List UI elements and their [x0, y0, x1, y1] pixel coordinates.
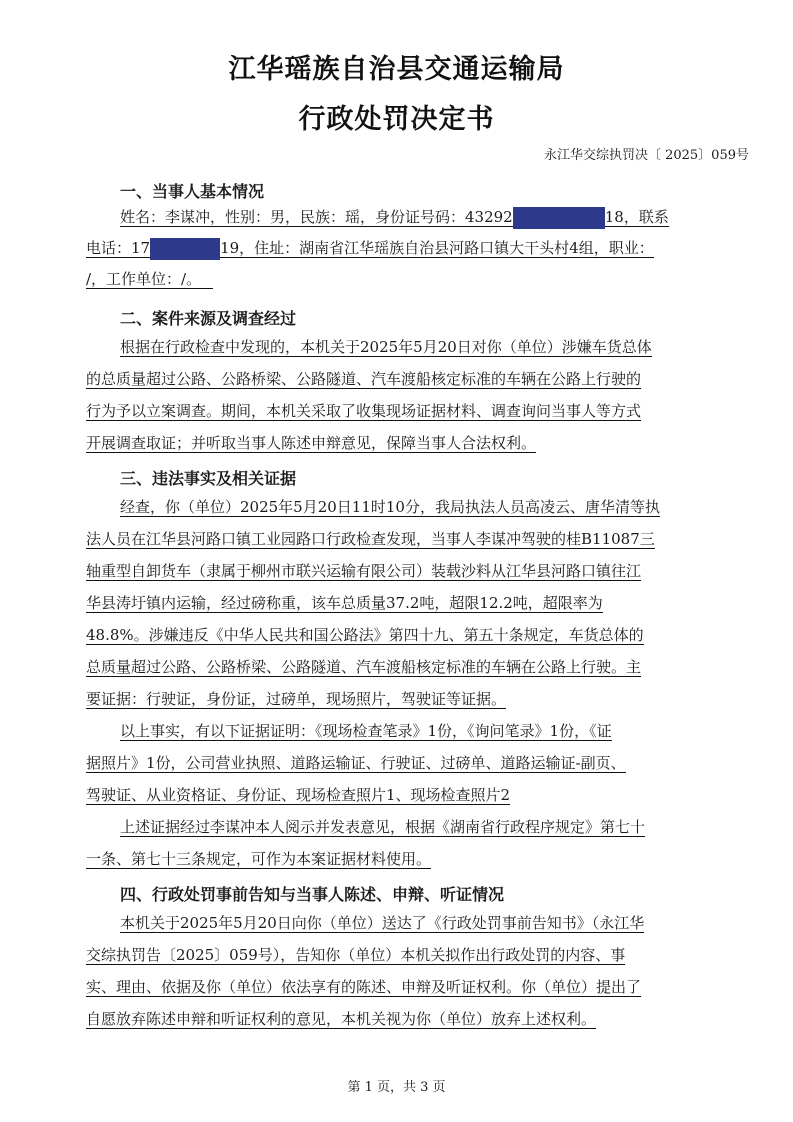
paragraph-line: 以上事实，有以下证据证明：《现场检查笔录》1份，《询问笔录》1份，《证 [120, 722, 612, 740]
document-title-line2: 行政处罚决定书 [298, 104, 495, 135]
party-info-line3 [86, 268, 746, 294]
section1-heading: 一、当事人基本情况 [120, 182, 265, 201]
paragraph-line: 本机关于2025年5月20日向你（单位）送达了《行政处罚事前告知书》（永江华 [120, 914, 645, 932]
paragraph-line: 总质量超过公路、公路桥梁、公路隧道、汽车渡船核定标准的车辆在公路上行驶。主 [86, 658, 642, 676]
paragraph-line: 华县涛圩镇内运输，经过磅称重，该车总质量37.2吨，超限12.2吨，超限率为 [86, 594, 603, 612]
paragraph-line: 据照片》1份，公司营业执照、道路运输证、行驶证、过磅单、道路运输证-副页、 [86, 754, 626, 772]
paragraph-line: 交综执罚告〔2025〕059号），告知你（单位）本机关拟作出行政处罚的内容、事 [86, 946, 626, 964]
redaction-block [150, 238, 220, 260]
paragraph-line: 开展调查取证；并听取当事人陈述申辩意见，保障当事人合法权利。 [86, 434, 537, 452]
paragraph-line: 驾驶证、从业资格证、身份证、现场检查照片1、现场检查照片2 [86, 786, 511, 804]
paragraph-line: 要证据：行驶证，身份证，过磅单，现场照片，驾驶证等证据。 [86, 690, 507, 708]
paragraph-line: 根据在行政检查中发现的，本机关于2025年5月20日对你（单位）涉嫌车货总体 [120, 338, 652, 356]
party-contact-label: 18，联系 [604, 208, 669, 226]
party-info-line2 [86, 237, 746, 263]
page-footer: 第 1 页，共 3 页 [347, 1080, 446, 1095]
paragraph-line: 的总质量超过公路、公路桥梁、公路隧道、汽车渡船核定标准的车辆在公路上行驶的 [86, 370, 642, 388]
section3-heading: 三、违法事实及相关证据 [120, 469, 297, 488]
paragraph-line: 实、理由、依据及你（单位）依法享有的陈述、申辩及听证权利。你（单位）提出了 [86, 978, 642, 996]
party-info-line1 [120, 206, 746, 232]
party-name-id: 姓名：李谋冲，性别：男，民族：瑶，身份证号码：43292 [120, 208, 513, 226]
paragraph-line: 经查，你（单位）2025年5月20日11时10分，我局执法人员高凌云、唐华清等执 [120, 498, 660, 516]
section2-heading: 二、案件来源及调查经过 [120, 309, 297, 328]
paragraph-line: 自愿放弃陈述申辩和听证权利的意见，本机关视为你（单位）放弃上述权利。 [86, 1010, 597, 1028]
paragraph-line: 上述证据经过李谋冲本人阅示并发表意见，根据《湖南省行政程序规定》第七十 [120, 818, 646, 836]
paragraph-line: 一条、第七十三条规定，可作为本案证据材料使用。 [86, 850, 432, 868]
paragraph-line: 轴重型自卸货车（隶属于柳州市联兴运输有限公司）装载沙料从江华县河路口镇往江 [86, 562, 642, 580]
paragraph-line: 法人员在江华县河路口镇工业园路口行政检查发现，当事人李谋冲驾驶的桂B11087三 [86, 530, 655, 548]
paragraph-line: 行为予以立案调查。期间，本机关采取了收集现场证据材料、调查询问当事人等方式 [86, 402, 642, 420]
document-number: 永江华交综执罚决〔 2025〕059号 [543, 148, 749, 163]
party-employer: /，工作单位：/。 [86, 270, 213, 289]
party-address: 19，住址：湖南省江华瑶族自治县河路口镇大干头村4组，职业： [220, 239, 654, 257]
redaction-block [513, 207, 605, 229]
party-phone: 电话：17 [86, 239, 151, 257]
section4-heading: 四、行政处罚事前告知与当事人陈述、申辩、听证情况 [120, 885, 505, 904]
document-title-line1: 江华瑶族自治县交通运输局 [228, 54, 565, 85]
paragraph-line: 48.8%。涉嫌违反《中华人民共和国公路法》第四十九、第五十条规定，车货总体的 [86, 626, 644, 644]
